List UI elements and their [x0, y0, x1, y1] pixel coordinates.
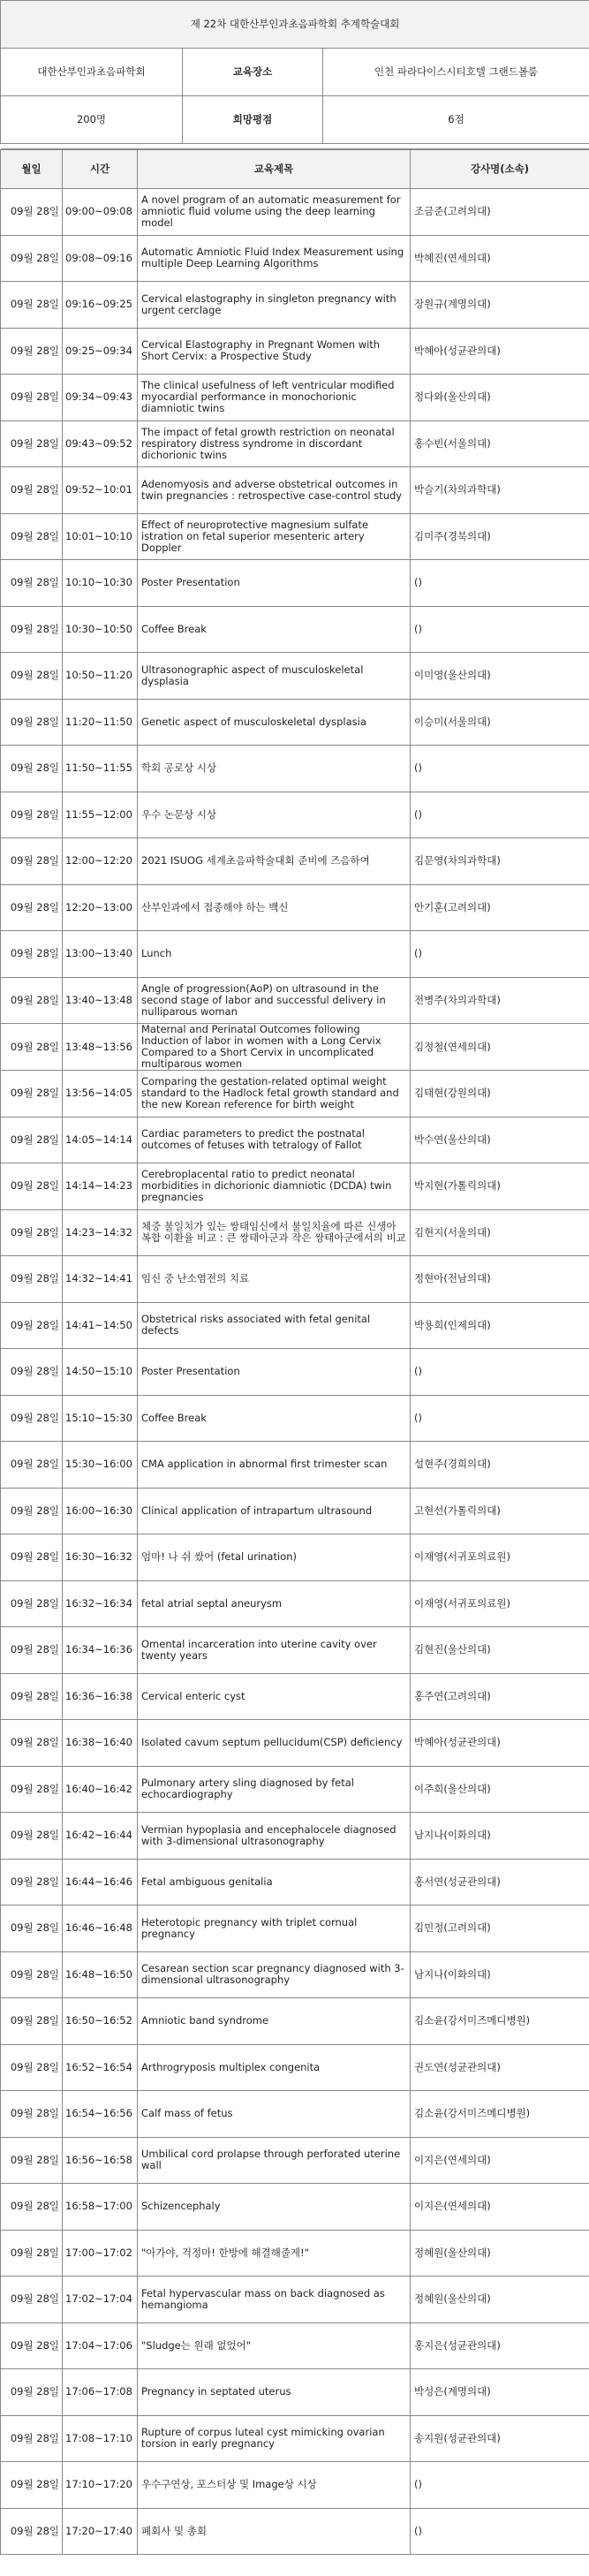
session-title: A novel program of an automatic measurement for amniotic fluid volume using the deep learning model — [138, 189, 411, 236]
session-speaker: 남지나(이화의대) — [411, 1813, 589, 1860]
session-title: 폐회사 및 총회 — [138, 2508, 411, 2555]
table-row — [1, 1163, 589, 1210]
table-row — [1, 282, 589, 329]
session-time: 09:08~09:16 — [63, 235, 138, 282]
session-speaker: 이재영(서귀포의료원) — [411, 1534, 589, 1581]
session-time: 15:30~16:00 — [63, 1442, 138, 1489]
table-row — [1, 189, 589, 236]
session-time: 13:40~13:48 — [63, 977, 138, 1024]
session-speaker: 정현아(전남의대) — [411, 1256, 589, 1303]
session-time: 11:55~12:00 — [63, 792, 138, 838]
session-title: Maternal and Perinatal Outcomes following Induction of labor in women with a Long Cervix Compared to a Short Cervix in uncomplicated multiparous women — [138, 1024, 411, 1071]
session-title: Arthrogryposis multiplex congenita — [138, 2044, 411, 2091]
capacity-value: 200명 — [1, 96, 183, 144]
session-speaker: 김미주(경북의대) — [411, 513, 589, 560]
session-title: Obstetrical risks associated with fetal genital defects — [138, 1302, 411, 1349]
table-row — [1, 1534, 589, 1581]
session-title: Poster Presentation — [138, 560, 411, 607]
session-title: 체중 불일치가 있는 쌍태임신에서 불일치율에 따른 신생아 복합 이환율 비교 : 큰 쌍태아군과 작은 쌍태아군에서의 비교 — [138, 1209, 411, 1256]
session-title: Fetal hypervascular mass on back diagnosed as hemangioma — [138, 2277, 411, 2323]
session-date: 09월 28일 — [1, 1395, 63, 1442]
column-header-speaker: 강사명(소속) — [411, 150, 589, 189]
table-row — [1, 931, 589, 978]
session-date: 09월 28일 — [1, 420, 63, 467]
session-speaker: 김민정(고려의대) — [411, 1905, 589, 1952]
session-date: 09월 28일 — [1, 1998, 63, 2045]
session-speaker: 박슬기(차의과학대) — [411, 467, 589, 514]
session-title: fetal atrial septal aneurysm — [138, 1580, 411, 1627]
session-speaker: 박성은(계명의대) — [411, 2369, 589, 2416]
table-row — [1, 792, 589, 838]
session-time: 14:05~14:14 — [63, 1117, 138, 1163]
session-date: 09월 28일 — [1, 699, 63, 746]
session-date: 09월 28일 — [1, 1163, 63, 1210]
session-date: 09월 28일 — [1, 1951, 63, 1998]
session-time: 09:25~09:34 — [63, 328, 138, 375]
table-row — [1, 1998, 589, 2045]
session-title: Cerebroplacental ratio to predict neonatal morbidities in dichorionic diamniotic (DCDA) twin pregnancies — [138, 1163, 411, 1210]
session-date: 09월 28일 — [1, 1302, 63, 1349]
session-date: 09월 28일 — [1, 1673, 63, 1720]
session-title: Coffee Break — [138, 1395, 411, 1442]
session-speaker: 박혜진(연세의대) — [411, 235, 589, 282]
session-time: 09:43~09:52 — [63, 420, 138, 467]
info-table — [0, 0, 589, 149]
session-time: 14:32~14:41 — [63, 1256, 138, 1303]
session-speaker: () — [411, 746, 589, 792]
session-time: 13:00~13:40 — [63, 931, 138, 978]
session-time: 17:04~17:06 — [63, 2322, 138, 2369]
session-date: 09월 28일 — [1, 931, 63, 978]
table-row — [1, 328, 589, 375]
session-time: 16:46~16:48 — [63, 1905, 138, 1952]
column-header-time: 시간 — [63, 150, 138, 189]
session-date: 09월 28일 — [1, 1766, 63, 1813]
session-speaker: 홍주연(고려의대) — [411, 1673, 589, 1720]
table-row — [1, 1071, 589, 1118]
table-row — [1, 2508, 589, 2555]
session-title: 학회 공로상 시상 — [138, 746, 411, 792]
table-row — [1, 2322, 589, 2369]
session-time: 14:41~14:50 — [63, 1302, 138, 1349]
session-date: 09월 28일 — [1, 838, 63, 885]
table-row — [1, 235, 589, 282]
session-title: Automatic Amniotic Fluid Index Measurement using multiple Deep Learning Algorithms — [138, 235, 411, 282]
table-row — [1, 1905, 589, 1952]
session-time: 16:48~16:50 — [63, 1951, 138, 1998]
table-row — [1, 2044, 589, 2091]
session-title: Cervical enteric cyst — [138, 1673, 411, 1720]
session-date: 09월 28일 — [1, 1117, 63, 1163]
session-time: 16:50~16:52 — [63, 1998, 138, 2045]
session-date: 09월 28일 — [1, 1859, 63, 1905]
session-speaker: 김현지(서울의대) — [411, 1209, 589, 1256]
session-date: 09월 28일 — [1, 792, 63, 838]
table-row — [1, 1302, 589, 1349]
table-row — [1, 2277, 589, 2323]
conference-title: 제 22차 대한산부인과초음파학회 추계학술대회 — [1, 1, 589, 49]
session-date: 09월 28일 — [1, 653, 63, 700]
session-title: Isolated cavum septum pellucidum(CSP) deficiency — [138, 1720, 411, 1767]
session-time: 16:36~16:38 — [63, 1673, 138, 1720]
table-row — [1, 375, 589, 421]
table-row — [1, 746, 589, 792]
session-date: 09월 28일 — [1, 2137, 63, 2184]
session-title: Cesarean section scar pregnancy diagnosed with 3-dimensional ultrasonography — [138, 1951, 411, 1998]
session-time: 16:00~16:30 — [63, 1488, 138, 1534]
schedule-table — [0, 149, 589, 2555]
session-time: 10:10~10:30 — [63, 560, 138, 607]
session-title: Ultrasonographic aspect of musculoskeletal dysplasia — [138, 653, 411, 700]
session-speaker: 설현주(경희의대) — [411, 1442, 589, 1489]
session-time: 17:06~17:08 — [63, 2369, 138, 2416]
table-row — [1, 977, 589, 1024]
table-row — [1, 1349, 589, 1396]
session-title: The impact of fetal growth restriction on neonatal respiratory distress syndrome in discordant dichorionic twins — [138, 420, 411, 467]
session-title: Clinical application of intrapartum ultrasound — [138, 1488, 411, 1534]
session-speaker: 김소윤(강서미즈메디병원) — [411, 1998, 589, 2045]
session-date: 09월 28일 — [1, 746, 63, 792]
session-title: Genetic aspect of musculoskeletal dysplasia — [138, 699, 411, 746]
session-speaker: 박용희(인제의대) — [411, 1302, 589, 1349]
session-title: 임신 중 난소염전의 치료 — [138, 1256, 411, 1303]
column-header-date: 월일 — [1, 150, 63, 189]
table-row — [1, 838, 589, 885]
session-time: 10:01~10:10 — [63, 513, 138, 560]
session-speaker: 홍서연(성균관의대) — [411, 1859, 589, 1905]
session-time: 16:32~16:34 — [63, 1580, 138, 1627]
session-date: 09월 28일 — [1, 282, 63, 329]
session-date: 09월 28일 — [1, 1905, 63, 1952]
session-title: Coffee Break — [138, 606, 411, 653]
table-row — [1, 2137, 589, 2184]
session-time: 14:23~14:32 — [63, 1209, 138, 1256]
session-speaker: 김현진(울산의대) — [411, 1627, 589, 1674]
session-speaker: () — [411, 1395, 589, 1442]
session-time: 16:42~16:44 — [63, 1813, 138, 1860]
venue-label: 교육장소 — [183, 49, 323, 96]
session-speaker: 이지은(연세의대) — [411, 2137, 589, 2184]
session-speaker: () — [411, 2508, 589, 2555]
session-date: 09월 28일 — [1, 2369, 63, 2416]
session-title: 우수 논문상 시상 — [138, 792, 411, 838]
table-row — [1, 1673, 589, 1720]
session-title: Adenomyosis and adverse obstetrical outcomes in twin pregnancies : retrospective case-control study — [138, 467, 411, 514]
session-title: Angle of progression(AoP) on ultrasound in the second stage of labor and successful delivery in nulliparous woman — [138, 977, 411, 1024]
session-date: 09월 28일 — [1, 1720, 63, 1767]
session-speaker: 이지은(연세의대) — [411, 2184, 589, 2231]
points-label: 희망평점 — [183, 96, 323, 144]
session-title: 우수구연상, 포스터상 및 Image상 시상 — [138, 2462, 411, 2509]
session-speaker: () — [411, 606, 589, 653]
spacer-row — [1, 144, 589, 149]
session-time: 14:50~15:10 — [63, 1349, 138, 1396]
session-date: 09월 28일 — [1, 606, 63, 653]
session-time: 11:20~11:50 — [63, 699, 138, 746]
session-time: 12:20~13:00 — [63, 884, 138, 931]
session-date: 09월 28일 — [1, 2184, 63, 2231]
points-value: 6점 — [323, 96, 589, 144]
session-time: 17:02~17:04 — [63, 2277, 138, 2323]
table-row — [1, 513, 589, 560]
session-time: 16:38~16:40 — [63, 1720, 138, 1767]
session-title: Lunch — [138, 931, 411, 978]
session-time: 17:08~17:10 — [63, 2415, 138, 2462]
session-date: 09월 28일 — [1, 2091, 63, 2138]
table-row — [1, 2369, 589, 2416]
session-title: Vermian hypoplasia and encephalocele diagnosed with 3-dimensional ultrasonography — [138, 1813, 411, 1860]
session-title: Rupture of corpus luteal cyst mimicking ovarian torsion in early pregnancy — [138, 2415, 411, 2462]
table-row — [1, 1766, 589, 1813]
table-row — [1, 1024, 589, 1071]
table-row — [1, 2091, 589, 2138]
session-speaker: () — [411, 792, 589, 838]
session-time: 16:54~16:56 — [63, 2091, 138, 2138]
session-title: 산부인과에서 접종해야 하는 백신 — [138, 884, 411, 931]
venue-name: 인천 파라다이스시티호텔 그랜드볼룸 — [323, 49, 589, 96]
session-time: 15:10~15:30 — [63, 1395, 138, 1442]
schedule-body — [1, 189, 589, 2555]
session-time: 09:52~10:01 — [63, 467, 138, 514]
session-time: 16:56~16:58 — [63, 2137, 138, 2184]
session-time: 09:16~09:25 — [63, 282, 138, 329]
session-title: Pulmonary artery sling diagnosed by fetal echocardiography — [138, 1766, 411, 1813]
session-title: CMA application in abnormal first trimester scan — [138, 1442, 411, 1489]
session-title: Pregnancy in septated uterus — [138, 2369, 411, 2416]
session-date: 09월 28일 — [1, 2230, 63, 2277]
session-date: 09월 28일 — [1, 1442, 63, 1489]
session-date: 09월 28일 — [1, 560, 63, 607]
session-speaker: 김문영(차의과학대) — [411, 838, 589, 885]
session-speaker: 홍지은(성균관의대) — [411, 2322, 589, 2369]
table-row — [1, 2184, 589, 2231]
session-speaker: () — [411, 931, 589, 978]
table-row — [1, 1209, 589, 1256]
session-date: 09월 28일 — [1, 513, 63, 560]
session-date: 09월 28일 — [1, 235, 63, 282]
session-date: 09월 28일 — [1, 1024, 63, 1071]
session-title: Schizencephaly — [138, 2184, 411, 2231]
table-row — [1, 1720, 589, 1767]
session-time: 14:14~14:23 — [63, 1163, 138, 1210]
session-speaker: 이승미(서울의대) — [411, 699, 589, 746]
session-title: Calf mass of fetus — [138, 2091, 411, 2138]
table-row — [1, 2462, 589, 2509]
session-title: The clinical usefulness of left ventricular modified myocardial performance in monochorionic diamniotic twins — [138, 375, 411, 421]
session-time: 16:52~16:54 — [63, 2044, 138, 2091]
table-row — [1, 699, 589, 746]
table-row — [1, 606, 589, 653]
session-time: 12:00~12:20 — [63, 838, 138, 885]
session-speaker: 권도연(성균관의대) — [411, 2044, 589, 2091]
session-date: 09월 28일 — [1, 2415, 63, 2462]
session-speaker: 박혜아(성균관의대) — [411, 1720, 589, 1767]
session-title: "Sludge는 원래 없었어" — [138, 2322, 411, 2369]
session-speaker: 장원규(계명의대) — [411, 282, 589, 329]
table-row — [1, 1256, 589, 1303]
table-row — [1, 1580, 589, 1627]
session-date: 09월 28일 — [1, 1349, 63, 1396]
session-speaker: 송지원(성균관의대) — [411, 2415, 589, 2462]
session-date: 09월 28일 — [1, 2462, 63, 2509]
table-row — [1, 1951, 589, 1998]
session-date: 09월 28일 — [1, 1488, 63, 1534]
session-speaker: 이재영(서귀포의료원) — [411, 1580, 589, 1627]
session-title: Cardiac parameters to predict the postnatal outcomes of fetuses with tetralogy of Fallot — [138, 1117, 411, 1163]
table-row — [1, 560, 589, 607]
session-speaker: 박수연(울산의대) — [411, 1117, 589, 1163]
session-time: 17:20~17:40 — [63, 2508, 138, 2555]
session-date: 09월 28일 — [1, 2044, 63, 2091]
table-row — [1, 1627, 589, 1674]
session-date: 09월 28일 — [1, 1071, 63, 1118]
session-date: 09월 28일 — [1, 2322, 63, 2369]
session-speaker: 남지나(이화의대) — [411, 1951, 589, 1998]
session-speaker: () — [411, 560, 589, 607]
session-date: 09월 28일 — [1, 977, 63, 1024]
session-speaker: 홍수빈(서울의대) — [411, 420, 589, 467]
session-title: Comparing the gestation-related optimal weight standard to the Hadlock fetal growth standard and the new Korean reference for birth weight — [138, 1071, 411, 1118]
session-time: 09:34~09:43 — [63, 375, 138, 421]
table-row — [1, 653, 589, 700]
session-speaker: 정혜원(울산의대) — [411, 2277, 589, 2323]
session-date: 09월 28일 — [1, 1209, 63, 1256]
session-speaker: 박지현(가톨릭의대) — [411, 1163, 589, 1210]
table-row — [1, 1488, 589, 1534]
table-row — [1, 1395, 589, 1442]
session-date: 09월 28일 — [1, 1813, 63, 1860]
session-date: 09월 28일 — [1, 2508, 63, 2555]
session-time: 16:40~16:42 — [63, 1766, 138, 1813]
column-header-title: 교육제목 — [138, 150, 411, 189]
session-title: Amniotic band syndrome — [138, 1998, 411, 2045]
session-speaker: () — [411, 2462, 589, 2509]
session-time: 10:30~10:50 — [63, 606, 138, 653]
session-speaker: 조금준(고려의대) — [411, 189, 589, 236]
table-row — [1, 1859, 589, 1905]
session-speaker: 박혜아(성균관의대) — [411, 328, 589, 375]
session-speaker: 안기훈(고려의대) — [411, 884, 589, 931]
session-speaker: 김정철(연세의대) — [411, 1024, 589, 1071]
session-date: 09월 28일 — [1, 1580, 63, 1627]
session-time: 17:00~17:02 — [63, 2230, 138, 2277]
session-speaker: 정다와(울산의대) — [411, 375, 589, 421]
session-time: 17:10~17:20 — [63, 2462, 138, 2509]
session-title: 엄마! 나 쉬 쌌어 (fetal urination) — [138, 1534, 411, 1581]
table-row — [1, 1442, 589, 1489]
table-row — [1, 2415, 589, 2462]
table-row — [1, 2230, 589, 2277]
session-time: 13:56~14:05 — [63, 1071, 138, 1118]
session-time: 09:00~09:08 — [63, 189, 138, 236]
session-title: Umbilical cord prolapse through perforated uterine wall — [138, 2137, 411, 2184]
session-time: 16:44~16:46 — [63, 1859, 138, 1905]
session-speaker: 전병주(차의과학대) — [411, 977, 589, 1024]
session-title: Cervical elastography in singleton pregnancy with urgent cerclage — [138, 282, 411, 329]
session-time: 16:34~16:36 — [63, 1627, 138, 1674]
session-date: 09월 28일 — [1, 884, 63, 931]
session-speaker: 정혜원(울산의대) — [411, 2230, 589, 2277]
session-title: Heterotopic pregnancy with triplet cornual pregnancy — [138, 1905, 411, 1952]
session-time: 10:50~11:20 — [63, 653, 138, 700]
session-speaker: 이미영(울산의대) — [411, 653, 589, 700]
session-title: Omental incarceration into uterine cavity over twenty years — [138, 1627, 411, 1674]
session-time: 16:58~17:00 — [63, 2184, 138, 2231]
session-date: 09월 28일 — [1, 1534, 63, 1581]
session-time: 13:48~13:56 — [63, 1024, 138, 1071]
session-speaker: 이주희(울산의대) — [411, 1766, 589, 1813]
session-date: 09월 28일 — [1, 1256, 63, 1303]
session-date: 09월 28일 — [1, 375, 63, 421]
session-title: 2021 ISUOG 세계초음파학술대회 준비에 즈음하여 — [138, 838, 411, 885]
session-title: Cervical Elastography in Pregnant Women with Short Cervix: a Prospective Study — [138, 328, 411, 375]
session-date: 09월 28일 — [1, 189, 63, 236]
session-title: Fetal ambiguous genitalia — [138, 1859, 411, 1905]
session-time: 11:50~11:55 — [63, 746, 138, 792]
table-row — [1, 1813, 589, 1860]
organizer-name: 대한산부인과초음파학회 — [1, 49, 183, 96]
session-date: 09월 28일 — [1, 2277, 63, 2323]
session-date: 09월 28일 — [1, 328, 63, 375]
session-title: Effect of neuroprotective magnesium sulfate istration on fetal superior mesenteric artery Doppler — [138, 513, 411, 560]
table-row — [1, 420, 589, 467]
session-date: 09월 28일 — [1, 1627, 63, 1674]
table-row — [1, 467, 589, 514]
session-time: 16:30~16:32 — [63, 1534, 138, 1581]
session-speaker: 김태현(강원의대) — [411, 1071, 589, 1118]
session-speaker: () — [411, 1349, 589, 1396]
table-row — [1, 884, 589, 931]
session-date: 09월 28일 — [1, 467, 63, 514]
session-speaker: 고현선(가톨릭의대) — [411, 1488, 589, 1534]
session-title: Poster Presentation — [138, 1349, 411, 1396]
session-title: "아가야, 걱정마! 한방에 해결해줄게!" — [138, 2230, 411, 2277]
session-speaker: 김소윤(강서미즈메디병원) — [411, 2091, 589, 2138]
table-row — [1, 1117, 589, 1163]
